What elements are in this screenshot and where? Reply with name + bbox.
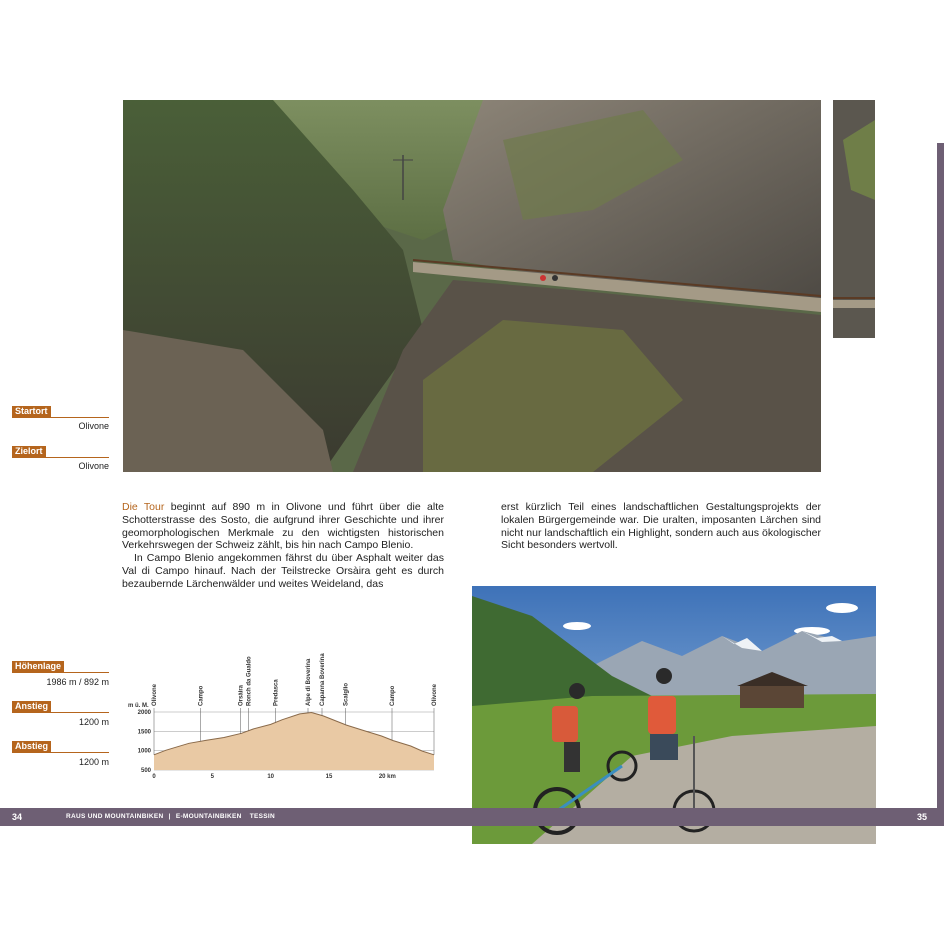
hoehenlage-value: 1986 m / 892 m — [46, 677, 109, 687]
x-tick-label: 5 — [210, 774, 215, 780]
right-paragraph-1: erst kürzlich Teil eines landschaftlichen Gestaltungsprojekts der lokalen Bürgergemeinde war. Die uralten, imposanten Lärchen sind nicht nur landschaftlich ein Highlight, sondern auch aus ökologischer Sicht besonders wertvoll. — [501, 501, 821, 552]
y-axis-label: m ü. M. — [128, 703, 149, 709]
left-paragraph-2: In Campo Blenio angekommen fährst du über Asphalt weiter das Val di Campo hinauf. Nach der Teilstrecke Orsàira geht es durch bezaubernde Lärchenwälder und weites Weideland, das — [122, 552, 444, 590]
waypoint-label: Predasca — [273, 679, 280, 706]
abstieg-label: Abstieg — [12, 741, 51, 752]
running-title — [66, 812, 275, 822]
rock-strip-photo — [833, 100, 875, 338]
page-edge — [937, 143, 944, 808]
waypoint-label: Olivone — [432, 683, 438, 706]
x-tick-label: 15 — [325, 774, 333, 780]
page-number-right: 35 — [917, 812, 928, 822]
running-chapter: E-MOUNTAINBIKEN — [175, 813, 242, 820]
waypoint-label: Alpe di Boverina — [306, 658, 312, 706]
waypoint-label: Ronch da Gualdo — [246, 656, 253, 706]
waypoint-label: Scaiglio — [343, 682, 350, 706]
abstieg-value: 1200 m — [78, 757, 109, 767]
waypoint-label: Capanna Boverina — [320, 653, 326, 706]
running-section: RAUS UND MOUNTAINBIKEN — [66, 813, 164, 820]
running-separator: | — [168, 813, 171, 820]
y-tick-label: 1000 — [137, 748, 151, 755]
anstieg-rule — [12, 712, 109, 713]
hoehenlage-label: Höhenlage — [12, 661, 64, 672]
page-number-left: 34 — [12, 812, 23, 822]
y-tick-label: 1500 — [137, 729, 151, 736]
startort-value: Olivone — [78, 421, 109, 431]
gorge-photo — [123, 100, 821, 472]
x-tick-label: 0 — [152, 774, 156, 780]
running-footer — [0, 808, 944, 826]
anstieg-label: Anstieg — [12, 701, 51, 712]
left-paragraph-1-body: beginnt auf 890 m in Olivone und führt über die alte Schotterstrasse des Sosto, die aufgrund ihrer Geschichte und ihrer geomorphologischen Merkmale zu den wichtigsten historischen Verkehrswegen der Schweiz zählt, bis hin nach Campo Blenio. — [122, 501, 444, 552]
zielort-rule — [12, 457, 109, 458]
abstieg-rule — [12, 752, 109, 753]
left-paragraph-1 — [122, 501, 444, 552]
tour-lead: Die Tour — [122, 501, 165, 513]
waypoint-label: Campo — [390, 685, 396, 706]
y-tick-label: 500 — [140, 768, 151, 774]
anstieg-value: 1200 m — [78, 717, 109, 727]
hoehenlage-rule — [12, 672, 109, 673]
waypoint-label: Campo — [198, 685, 205, 706]
right-text-column — [501, 501, 821, 552]
waypoint-label: Olivone — [152, 683, 158, 706]
left-text-column — [122, 501, 444, 591]
y-tick-labels — [138, 710, 152, 774]
x-tick-label: 20 km — [378, 774, 396, 780]
startort-label: Startort — [12, 406, 51, 417]
running-region: TESSIN — [249, 813, 275, 820]
x-tick-labels — [152, 774, 396, 780]
elevation-profile — [124, 650, 444, 785]
bikers-photo — [472, 586, 876, 844]
y-tick-label: 2000 — [137, 710, 151, 716]
zielort-value: Olivone — [78, 461, 109, 471]
waypoint-label: Orsàira — [238, 684, 245, 706]
zielort-label: Zielort — [12, 446, 46, 457]
startort-rule — [12, 417, 109, 418]
elevation-profile-chart — [124, 650, 444, 785]
x-tick-label: 10 — [267, 774, 275, 780]
